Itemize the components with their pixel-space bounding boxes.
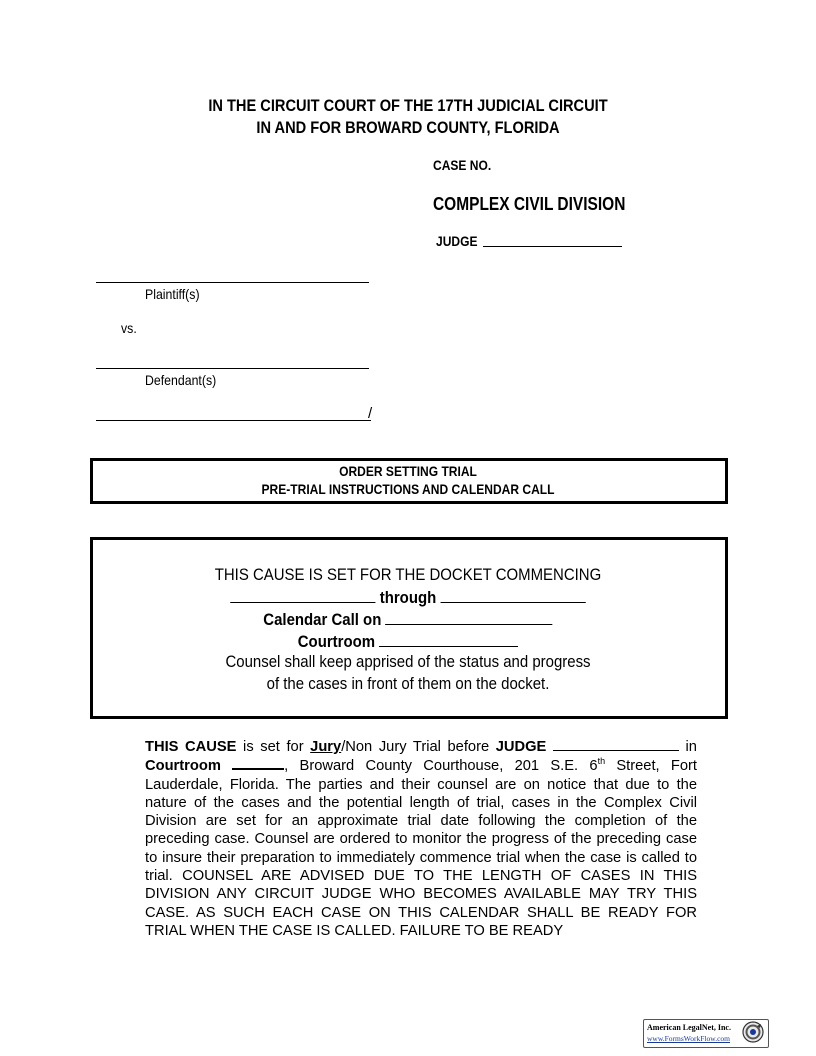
- footer-company-name: American LegalNet, Inc.: [647, 1023, 731, 1032]
- order-title-line-1: ORDER SETTING TRIAL: [339, 463, 477, 479]
- jury-option: Jury: [310, 739, 342, 755]
- defendant-blank-line[interactable]: [96, 368, 369, 369]
- versus-label: vs.: [121, 320, 137, 336]
- body-judge-label: JUDGE: [495, 739, 547, 755]
- ordinal-suffix: th: [597, 756, 606, 767]
- calendar-call-label: Calendar Call on: [263, 610, 382, 629]
- courtroom-blank[interactable]: [379, 631, 518, 647]
- globe-arrow-icon: [742, 1021, 764, 1043]
- non-jury-text: /Non Jury Trial before: [341, 739, 496, 755]
- courtroom-row: [49, 631, 767, 652]
- is-set-for-text: is set for: [236, 739, 311, 755]
- court-name-line-1: IN THE CIRCUIT COURT OF THE 17TH JUDICIAL CIRCUIT: [208, 96, 608, 115]
- courtroom-label: Courtroom: [297, 632, 376, 651]
- division-title: COMPLEX CIVIL DIVISION: [433, 194, 626, 214]
- plaintiff-blank-line[interactable]: [96, 282, 369, 283]
- caption-end-line: [96, 420, 371, 421]
- calendar-call-row: [49, 609, 767, 630]
- defendant-label: Defendant(s): [145, 372, 217, 388]
- case-number-label: CASE NO.: [433, 157, 492, 173]
- docket-end-date-blank[interactable]: [440, 587, 585, 603]
- body-courtroom-blank[interactable]: [232, 756, 284, 770]
- judge-label: JUDGE: [436, 233, 478, 249]
- caption-end-slash: /: [368, 405, 373, 422]
- court-name-line-2: IN AND FOR BROWARD COUNTY, FLORIDA: [256, 118, 560, 137]
- body-courtroom-label: Courtroom: [145, 758, 221, 775]
- body-judge-blank[interactable]: [553, 738, 679, 751]
- counsel-note-line-2: of the cases in front of them on the docket.: [266, 674, 550, 693]
- footer-url-link[interactable]: www.FormsWorkFlow.com: [647, 1034, 731, 1043]
- docket-date-range-row: [49, 587, 767, 608]
- judge-blank-line[interactable]: [483, 246, 622, 247]
- docket-start-date-blank[interactable]: [230, 587, 375, 603]
- through-label: through: [379, 588, 437, 607]
- order-title-line-2: PRE-TRIAL INSTRUCTIONS AND CALENDAR CALL: [261, 481, 555, 497]
- order-body-paragraph: [145, 738, 697, 940]
- courthouse-text: , Broward County Courthouse, 201 S.E. 6: [284, 758, 598, 775]
- docket-heading: THIS CAUSE IS SET FOR THE DOCKET COMMENCING: [214, 565, 602, 584]
- body-main-text: Street, Fort Lauderdale, Florida. The parties and their counsel are on notice that due to the nature of the cases and the potential length of trial, cases in the Complex Civil Division are set for an approximate trial date following the completion of the preceding case. Counsel are ordered to monitor the progress of the preceding case to insure their preparation to immediately commence trial when the case is called to trial. COUNSEL ARE ADVISED DUE TO THE LENGTH OF CASES IN THIS DIVISION ANY CIRCUIT JUDGE WHO BECOMES AVAILABLE MAY TRY THIS CASE. AS SUCH EACH CASE ON THIS CALENDAR SHALL BE READY FOR TRIAL WHEN THE CASE IS CALLED. FAILURE TO BE READY: [145, 758, 697, 939]
- counsel-note-line-1: Counsel shall keep apprised of the status and progress: [225, 652, 591, 671]
- in-text: in: [685, 739, 697, 755]
- this-cause-text: THIS CAUSE: [145, 739, 237, 755]
- plaintiff-label: Plaintiff(s): [145, 286, 200, 302]
- calendar-call-blank[interactable]: [386, 609, 553, 625]
